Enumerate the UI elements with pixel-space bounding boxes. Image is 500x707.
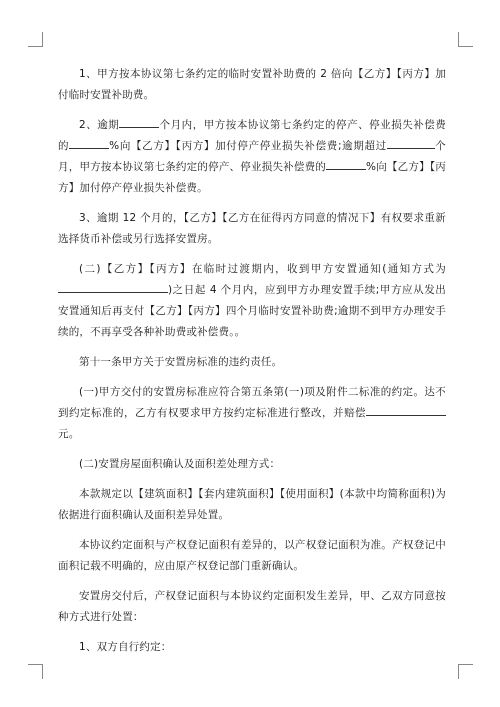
- crop-mark-top-left: [28, 32, 43, 47]
- blank-field: [387, 136, 435, 149]
- crop-mark-bottom-right: [458, 664, 473, 679]
- blank-field: [69, 136, 109, 149]
- paragraph-10: 安置房交付后，产权登记面积与本协议约定面积发生差异，甲、乙双方同意按种方式进行处置：: [58, 590, 446, 623]
- blank-field: [119, 115, 159, 128]
- paragraph-6: (一)甲方交付的安置房标准应符合第五条第(一)项及附件二标准的约定。达不到约定标准的，乙方有权要求甲方按约定标准进行整改，并赔偿元。: [58, 386, 446, 440]
- paragraph-7: (二)安置房屋面积确认及面积差处理方式：: [79, 458, 281, 470]
- crop-mark-bottom-left: [28, 664, 43, 679]
- crop-mark-top-right: [458, 32, 473, 47]
- blank-field: [366, 403, 446, 416]
- paragraph-5: 第十一条甲方关于安置房标准的违约责任。: [79, 356, 283, 368]
- paragraph-11: 1、双方自行约定：: [79, 641, 172, 653]
- paragraph-1: 1、甲方按本协议第七条约定的临时安置补助费的 2 倍向【乙方】【丙方】加付临时安置补助费。: [58, 68, 446, 101]
- paragraph-8: 本款规定以【建筑面积】【套内建筑面积】【使用面积】(本款中均简称面积)为依据进行面积确认及面积差异处置。: [58, 488, 446, 521]
- paragraph-3: 3、逾期 12 个月的，【乙方】【乙方在征得丙方同意的情况下】有权要求重新选择货币补偿或另行选择安置房。: [58, 212, 446, 245]
- paragraph-9: 本协议约定面积与产权登记面积有差异的，以产权登记面积为准。产权登记中面积记载不明确的，应由原产权登记部门重新确认。: [58, 539, 446, 572]
- blank-field: [58, 280, 120, 293]
- document-body: [58, 64, 446, 667]
- blank-field: [120, 280, 168, 293]
- paragraph-2: 2、逾期 个月内，甲方按本协议第七条约定的停产、停业损失补偿费的 %向【乙方】【丙方】加付停产停业损失补偿费;逾期超过 个月，甲方按本协议第七条约定的停产、停业损失补偿费的 %向【乙方】【丙方】加付停产停业损失补偿费。: [58, 115, 446, 199]
- blank-field: [326, 157, 366, 170]
- paragraph-4: (二)【乙方】【丙方】在临时过渡期内，收到甲方安置通知(通知方式为)之日起 4 个月内，应到甲方办理安置手续;甲方应从发出安置通知后再支付【乙方】【丙方】四个月临时安置补助费;逾期不到甲方办理安手续的，不再享受各种补助费或补偿费。。: [58, 263, 446, 338]
